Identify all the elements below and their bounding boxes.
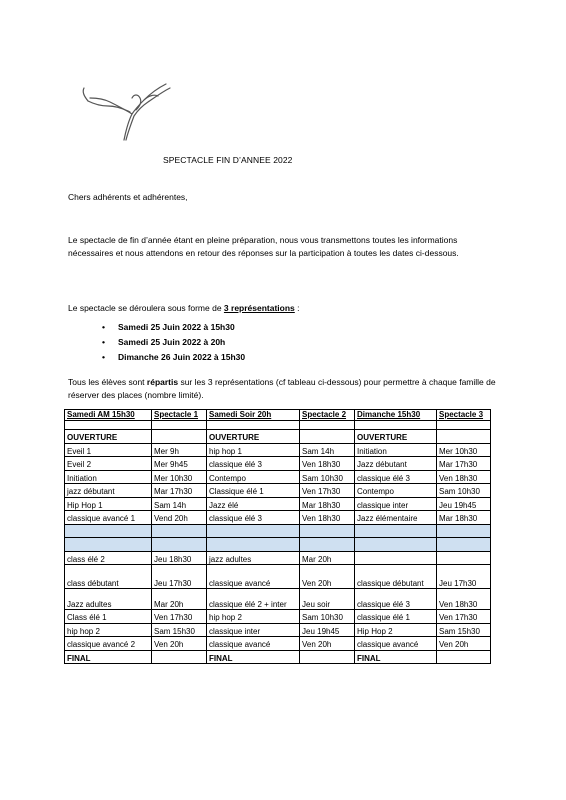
- table-cell: [152, 538, 207, 552]
- table-cell: Sam 15h30: [437, 623, 491, 637]
- date-item: • Samedi 25 Juin 2022 à 20h: [88, 335, 245, 350]
- table-cell: [300, 538, 355, 552]
- table-cell: [65, 420, 152, 430]
- table-cell: [437, 650, 491, 664]
- table-row: [65, 538, 491, 552]
- table-row: [65, 497, 491, 511]
- table-cell: Spectacle 2: [300, 410, 355, 421]
- table-cell: classique élé 3: [207, 511, 300, 525]
- table-cell: Ven 17h30: [152, 610, 207, 624]
- table-cell: Spectacle 3: [437, 410, 491, 421]
- table-cell: Ven 18h30: [437, 589, 491, 610]
- table-cell: Sam 10h30: [437, 484, 491, 498]
- table-cell: [152, 420, 207, 430]
- table-cell: Mer 9h: [152, 443, 207, 457]
- table-row: [65, 589, 491, 610]
- table-cell: Jazz élé: [207, 497, 300, 511]
- table-cell: classique avancé: [355, 637, 437, 651]
- table-cell: Samedi Soir 20h: [207, 410, 300, 421]
- table-cell: [300, 650, 355, 664]
- table-row: [65, 551, 491, 565]
- table-cell: Mer 9h45: [152, 457, 207, 471]
- table-cell: Hip Hop 1: [65, 497, 152, 511]
- table-cell: [300, 524, 355, 538]
- table-cell: FINAL: [207, 650, 300, 664]
- table-cell: [65, 538, 152, 552]
- table-cell: Mer 10h30: [152, 470, 207, 484]
- table-row: [65, 637, 491, 651]
- table-cell: [300, 430, 355, 444]
- table-cell: Mar 17h30: [152, 484, 207, 498]
- table-row: [65, 420, 491, 430]
- schedule-table: [64, 409, 491, 664]
- table-cell: Eveil 1: [65, 443, 152, 457]
- table-cell: Sam 14h: [152, 497, 207, 511]
- table-cell: hip hop 2: [207, 610, 300, 624]
- table-cell: Jeu 19h45: [300, 623, 355, 637]
- table-cell: classique débutant: [355, 565, 437, 589]
- table-cell: Contempo: [355, 484, 437, 498]
- table-cell: Vend 20h: [152, 511, 207, 525]
- table-cell: Jeu soir: [300, 589, 355, 610]
- table-cell: Jeu 17h30: [152, 565, 207, 589]
- table-cell: Contempo: [207, 470, 300, 484]
- table-cell: classique élé 1: [355, 610, 437, 624]
- table-header-row: [65, 410, 491, 421]
- table-cell: Class élé 1: [65, 610, 152, 624]
- table-cell: [355, 524, 437, 538]
- table-cell: Ven 20h: [300, 565, 355, 589]
- table-cell: [152, 524, 207, 538]
- table-row: [65, 457, 491, 471]
- table-cell: Ven 18h30: [437, 470, 491, 484]
- table-cell: Mar 20h: [152, 589, 207, 610]
- document-title: SPECTACLE FIN D’ANNEE 2022: [163, 155, 293, 165]
- table-cell: Ven 17h30: [437, 610, 491, 624]
- table-cell: classique avancé: [207, 565, 300, 589]
- table-cell: hip hop 1: [207, 443, 300, 457]
- table-cell: Jeu 18h30: [152, 551, 207, 565]
- repartition-paragraph: Tous les élèves sont répartis sur les 3 représentations (cf tableau ci-dessous) pour permettre à chaque famille de réserver des places (nombre limité).: [68, 377, 496, 400]
- table-cell: [65, 524, 152, 538]
- table-row: [65, 610, 491, 624]
- table-cell: classique élé 2 + inter: [207, 589, 300, 610]
- table-cell: Mer 10h30: [437, 443, 491, 457]
- table-cell: [437, 551, 491, 565]
- table-cell: Mar 20h: [300, 551, 355, 565]
- table-cell: jazz adultes: [207, 551, 300, 565]
- table-cell: Sam 10h30: [300, 470, 355, 484]
- table-cell: OUVERTURE: [65, 430, 152, 444]
- table-row: [65, 565, 491, 589]
- table-cell: Jeu 19h45: [437, 497, 491, 511]
- table-cell: Ven 18h30: [300, 511, 355, 525]
- table-cell: Samedi AM 15h30: [65, 410, 152, 421]
- table-cell: [152, 430, 207, 444]
- table-cell: Eveil 2: [65, 457, 152, 471]
- table-cell: [152, 650, 207, 664]
- table-cell: Jazz élémentaire: [355, 511, 437, 525]
- table-cell: Initiation: [355, 443, 437, 457]
- table-cell: [207, 538, 300, 552]
- table-cell: classique avancé 2: [65, 637, 152, 651]
- table-cell: classique inter: [355, 497, 437, 511]
- table-cell: Ven 17h30: [300, 484, 355, 498]
- table-cell: Hip Hop 2: [355, 623, 437, 637]
- table-cell: [207, 524, 300, 538]
- table-cell: [437, 430, 491, 444]
- table-cell: hip hop 2: [65, 623, 152, 637]
- dancer-logo-icon: [70, 82, 180, 144]
- table-cell: [355, 551, 437, 565]
- representations-intro: Le spectacle se déroulera sous forme de 3 représentations :: [68, 303, 300, 313]
- table-cell: classique avancé 1: [65, 511, 152, 525]
- table-cell: OUVERTURE: [207, 430, 300, 444]
- table-cell: FINAL: [355, 650, 437, 664]
- table-cell: [355, 420, 437, 430]
- table-cell: FINAL: [65, 650, 152, 664]
- table-cell: [437, 420, 491, 430]
- table-cell: [355, 538, 437, 552]
- date-item: • Samedi 25 Juin 2022 à 15h30: [88, 320, 245, 335]
- table-cell: Sam 14h: [300, 443, 355, 457]
- table-cell: Mar 18h30: [437, 511, 491, 525]
- table-cell: Jeu 17h30: [437, 565, 491, 589]
- table-cell: Initiation: [65, 470, 152, 484]
- table-cell: Dimanche 15h30: [355, 410, 437, 421]
- table-cell: Ven 20h: [152, 637, 207, 651]
- table-cell: Ven 20h: [437, 637, 491, 651]
- table-row: [65, 623, 491, 637]
- table-cell: Mar 17h30: [437, 457, 491, 471]
- table-cell: Sam 15h30: [152, 623, 207, 637]
- table-cell: [437, 538, 491, 552]
- table-cell: classique élé 3: [207, 457, 300, 471]
- intro-paragraph: Le spectacle de fin d’année étant en pleine préparation, nous vous transmettons toutes les informations nécessaires et nous attendons en retour des réponses sur la participation à toutes les dates ci-dessous.: [68, 235, 459, 258]
- table-cell: class débutant: [65, 565, 152, 589]
- table-cell: [207, 420, 300, 430]
- table-cell: classique avancé: [207, 637, 300, 651]
- table-row: [65, 430, 491, 444]
- date-item: • Dimanche 26 Juin 2022 à 15h30: [88, 350, 245, 365]
- table-cell: classique inter: [207, 623, 300, 637]
- table-row: [65, 470, 491, 484]
- table-cell: Ven 20h: [300, 637, 355, 651]
- table-cell: jazz débutant: [65, 484, 152, 498]
- table-cell: Sam 10h30: [300, 610, 355, 624]
- table-cell: [437, 524, 491, 538]
- table-cell: class élé 2: [65, 551, 152, 565]
- table-cell: classique élé 3: [355, 470, 437, 484]
- table-cell: OUVERTURE: [355, 430, 437, 444]
- table-cell: Classique élé 1: [207, 484, 300, 498]
- table-cell: Ven 18h30: [300, 457, 355, 471]
- greeting: Chers adhérents et adhérentes,: [68, 192, 188, 202]
- table-row: [65, 443, 491, 457]
- table-row: [65, 511, 491, 525]
- table-row: [65, 650, 491, 664]
- dates-list: [88, 320, 245, 364]
- table-cell: Mar 18h30: [300, 497, 355, 511]
- table-row: [65, 484, 491, 498]
- table-cell: Jazz débutant: [355, 457, 437, 471]
- table-cell: [300, 420, 355, 430]
- table-cell: classique élé 3: [355, 589, 437, 610]
- table-row: [65, 524, 491, 538]
- table-cell: Jazz adultes: [65, 589, 152, 610]
- table-cell: Spectacle 1: [152, 410, 207, 421]
